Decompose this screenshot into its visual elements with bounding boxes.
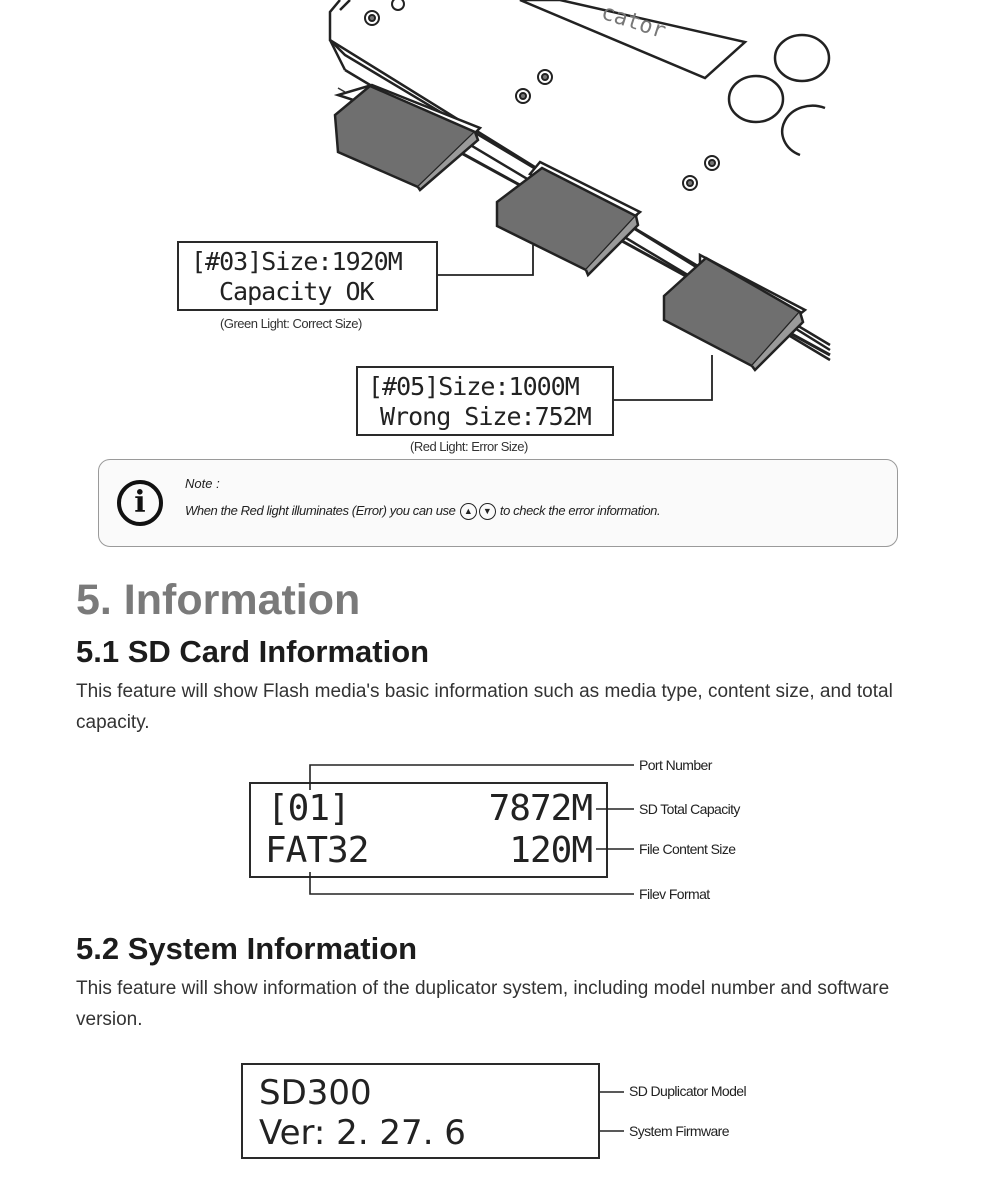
up-arrow-button-icon: ▲	[460, 503, 477, 520]
lcd-error-caption: (Red Light: Error Size)	[410, 439, 528, 454]
section-5-1-title: 5.1 SD Card Information	[76, 634, 430, 669]
section-5-2-body: This feature will show information of the duplicator system, including model number and software version.	[76, 978, 890, 1030]
device-screen-text: cator	[598, 0, 669, 45]
callout-system-firmware: System Firmware	[629, 1123, 729, 1139]
section-5-title: 5. Information	[76, 576, 361, 624]
lcd-correct-caption: (Green Light: Correct Size)	[220, 316, 362, 331]
info-icon: i	[117, 480, 163, 526]
note-text-before: When the Red light illuminates (Error) you can use	[185, 503, 456, 518]
callout-sd-duplicator-model: SD Duplicator Model	[629, 1083, 746, 1099]
callout-port-number: Port Number	[639, 757, 712, 773]
lcd-correct-line1: [#03]Size:1920M	[191, 247, 402, 276]
callout-file-content-size: File Content Size	[639, 841, 736, 857]
lcd-error-line2: Wrong Size:752M	[380, 402, 591, 431]
lcd-error-line1: [#05]Size:1000M	[368, 372, 579, 401]
note-title: Note :	[185, 476, 220, 491]
section-5-2-title: 5.2 System Information	[76, 931, 418, 966]
lcd-correct-line2: Capacity OK	[219, 277, 374, 306]
lcd-version: Ver: 2. 27. 6	[259, 1113, 466, 1153]
lcd-total-capacity: 7872M	[488, 788, 592, 829]
lcd-port-number: [01]	[267, 788, 350, 829]
callout-sd-total-capacity: SD Total Capacity	[639, 801, 740, 817]
section-5-1-body: This feature will show Flash media's basic information such as media type, content size, and total capacity.	[76, 681, 893, 733]
lcd-content-size: 120M	[509, 830, 592, 871]
lcd-file-format: FAT32	[265, 830, 369, 871]
down-arrow-button-icon: ▼	[479, 503, 496, 520]
callout-file-format: Filev Format	[639, 886, 710, 902]
lcd-model: SD300	[259, 1073, 372, 1113]
system-info-lcd	[241, 1063, 600, 1159]
note-text-after: to check the error information.	[499, 503, 661, 518]
